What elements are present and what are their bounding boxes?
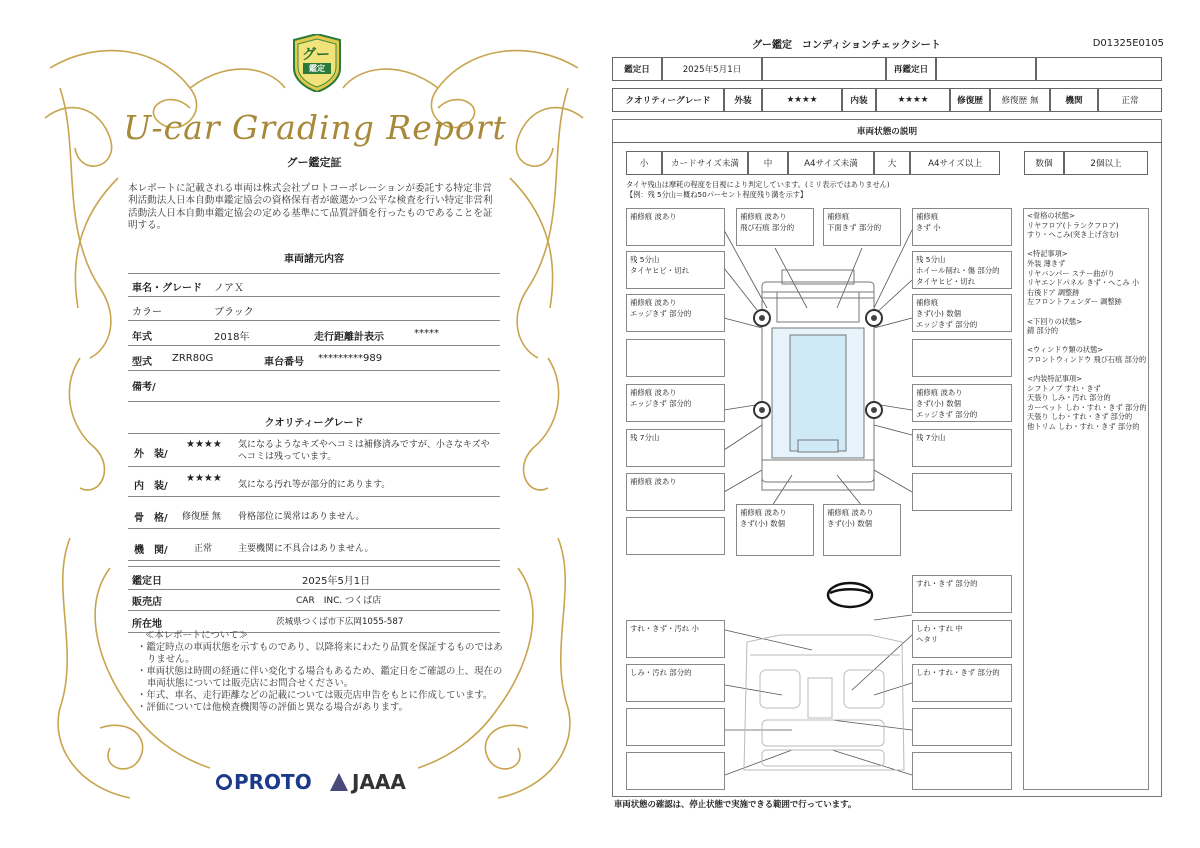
- interior-box-steering: すれ・きず 部分的: [912, 575, 1012, 613]
- remarks-label: 備考/: [132, 382, 156, 393]
- damage-box-front-left-top: 補修痕 波あり: [626, 208, 725, 246]
- grade-label: クオリティーグレード: [612, 88, 724, 112]
- damage-box-rear-left-bottom: 補修痕 波あり: [626, 473, 725, 511]
- year-value: 2018年: [214, 332, 250, 343]
- damage-box-blank-left-2: [626, 517, 725, 555]
- interior-stars: ★★★★: [186, 473, 222, 484]
- date-value: 2025年5月1日: [302, 576, 371, 587]
- count-desc: 2個以上: [1064, 151, 1148, 175]
- tire-note-1: タイヤ残山は摩耗の程度を目視により判定しています。(ミリ表示ではありません): [626, 180, 890, 189]
- ext-stars: ★★★★: [762, 88, 842, 112]
- jaaa-mark-icon: [330, 773, 348, 791]
- interior-box-right-1: しわ・すれ 中 ヘタリ: [912, 620, 1012, 658]
- int-stars: ★★★★: [876, 88, 950, 112]
- interior-box-left-4: [626, 752, 725, 790]
- exterior-text: 気になるようなキズやヘコミは補修済みですが、小さなキズやヘコミは残っています。: [238, 440, 490, 462]
- mileage-value: *****: [414, 328, 439, 339]
- jaaa-logo: JAAA: [330, 770, 406, 794]
- certificate-body: 本レポートに記載される車両は株式会社プロトコーポレーションが委託する特定非営利活動法人日本自動車鑑定協会の資格保有者が厳選かつ公平な検査を行い特定非営利活動法人日本自動車鑑定協会の定める基準にて品質評価を行ったものであることを証明する。: [128, 183, 493, 232]
- spec-row-year: [128, 323, 500, 346]
- damage-box-rear-left: 補修痕 波あり きず(小) 数個: [736, 504, 814, 556]
- tire-box-front-right: 残 5分山 ホイール削れ・傷 部分的 タイヤヒビ・切れ: [912, 251, 1012, 289]
- damage-box-front-right: 補修痕 下面きず 部分的: [823, 208, 901, 246]
- color-value: ブラック: [214, 307, 254, 318]
- interior-box-left-3: [626, 708, 725, 746]
- script-title: U-car Grading Report: [123, 108, 507, 147]
- name-label: 車名・グレード: [132, 283, 202, 294]
- damage-box-door-front-left: 補修痕 波あり エッジきず 部分的: [626, 294, 725, 332]
- spec-row-model: [128, 348, 500, 371]
- tire-box-front-left: 残 5分山 タイヤヒビ・切れ: [626, 251, 725, 289]
- size-mid: 中: [748, 151, 788, 175]
- tire-note-2: 【例：残 5分山＝概ね50パーセント程度残り溝を示す】: [626, 190, 808, 199]
- interior-box-right-3: [912, 708, 1012, 746]
- spec-row-remarks: [128, 373, 500, 402]
- damage-box-door-rear-right: 補修痕 波あり きず(小) 数個 エッジきず 部分的: [912, 384, 1012, 422]
- repair-label: 修復歴: [950, 88, 990, 112]
- note-item: ・車両状態は時間の経過に伴い変化する場合もあるため、鑑定日をご確認の上、現在の車両状態については販売店にお問合せください。: [137, 666, 503, 689]
- damage-box-blank-right: [912, 339, 1012, 377]
- engine-label: 機 関/: [134, 545, 168, 556]
- chassis-label: 車台番号: [264, 357, 304, 368]
- tire-box-rear-left: 残 7分山: [626, 429, 725, 467]
- sheet-code: D01325E0105: [1092, 38, 1164, 49]
- size-small-desc: カードサイズ未満: [662, 151, 748, 175]
- logo-text: グー: [302, 47, 330, 63]
- exterior-label: 外 装/: [134, 449, 168, 460]
- mileage-label: 走行距離計表示: [314, 332, 384, 343]
- name-value: ノアＸ: [214, 283, 244, 294]
- state-heading: 車両状態の説明: [612, 119, 1162, 143]
- int-label: 内装: [842, 88, 876, 112]
- repair-value: 修復歴 無: [990, 88, 1050, 112]
- note-item: ・評価については他検査機関等の評価と異なる場合があります。: [137, 702, 408, 713]
- grading-certificate: [40, 28, 588, 828]
- engine-label: 機関: [1050, 88, 1098, 112]
- spec-row-name: [128, 273, 500, 297]
- dealer-value: CAR INC. つくば店: [296, 596, 382, 606]
- size-small: 小: [626, 151, 662, 175]
- notes-heading: ≪本レポートについて≫: [145, 630, 248, 641]
- size-mid-desc: A4サイズ未満: [788, 151, 874, 175]
- redate-label: 再鑑定日: [886, 57, 936, 81]
- damage-box-front-right-top: 補修痕 きず 小: [912, 208, 1012, 246]
- chassis-value: *********989: [318, 353, 383, 364]
- model-label: 型式: [132, 357, 152, 368]
- interior-box-left-2: しみ・汚れ 部分的: [626, 664, 725, 702]
- sheet-footer: 車両状態の確認は、停止状態で実施できる範囲で行っています。: [614, 799, 857, 809]
- spec-row-color: [128, 298, 500, 321]
- engine-value: 正常: [194, 544, 213, 554]
- grade-row-exterior: [128, 433, 500, 467]
- year-label: 年式: [132, 332, 152, 343]
- interior-label: 内 装/: [134, 481, 168, 492]
- note-item: ・鑑定時点の車両状態を示すものであり、以降将来にわたり品質を保証するものではありません。: [137, 642, 503, 665]
- count-label: 数個: [1024, 151, 1064, 175]
- certificate-title: グー鑑定証: [286, 156, 342, 169]
- tire-box-rear-right: 残 7分山: [912, 429, 1012, 467]
- grade-row-frame: [128, 500, 500, 529]
- size-large: 大: [874, 151, 910, 175]
- damage-box-blank-left: [626, 339, 725, 377]
- interior-box-right-2: しわ・すれ・きず 部分的: [912, 664, 1012, 702]
- spec-heading: 車両諸元内容: [284, 254, 344, 265]
- note-item: ・年式、車名、走行距離などの記載については販売店申告をもとに作成しています。: [137, 690, 493, 701]
- damage-box-door-front-right: 補修痕 きず(小) 数個 エッジきず 部分的: [912, 294, 1012, 332]
- grade-row-interior: [128, 468, 500, 497]
- size-large-desc: A4サイズ以上: [910, 151, 1000, 175]
- ext-label: 外装: [724, 88, 762, 112]
- interior-box-left-1: すれ・きず・汚れ 小: [626, 620, 725, 658]
- address-value: 茨城県つくば市下広岡1055-587: [276, 617, 404, 627]
- info-row-dealer: [128, 588, 500, 611]
- color-label: カラー: [132, 307, 162, 318]
- exterior-stars: ★★★★: [186, 439, 222, 450]
- address-label: 所在地: [132, 619, 162, 630]
- interior-box-right-4: [912, 752, 1012, 790]
- condition-check-sheet: [612, 30, 1164, 809]
- frame-value: 修復歴 無: [182, 512, 221, 522]
- frame-label: 骨 格/: [134, 513, 168, 524]
- model-value: ZRR80G: [172, 353, 214, 364]
- proto-logo: PROTO: [216, 770, 312, 794]
- frame-text: 骨格部位に異常はありません。: [238, 512, 365, 522]
- damage-box-door-rear-left: 補修痕 波あり エッジきず 部分的: [626, 384, 725, 422]
- engine-text: 主要機関に不具合はありません。: [238, 544, 374, 554]
- engine-value: 正常: [1098, 88, 1162, 112]
- interior-text: 気になる汚れ等が部分的にあります。: [238, 480, 391, 490]
- date-label: 鑑定日: [612, 57, 662, 81]
- report-notes: [133, 630, 503, 714]
- date-value: 2025年5月1日: [662, 57, 762, 81]
- logo-sub: 鑑定: [303, 63, 331, 74]
- goo-kantei-logo: [290, 34, 344, 92]
- special-notes: <骨格の状態> リヤフロア(トランクフロア) すり・へこみ(突き上げ含む) <特記事項> 外装 薄きず リヤバンパー ステー曲がり リヤエンドパネル きず・へこみ 小 右後ドア 調整跡 左フロントフェンダー 調整跡 <下回りの状態> 錆 部分的 <ウィンドウ類の状態> フロントウィンドウ 飛び石痕 部分的 <内装特記事項> シフトノブ すれ・きず 天張り しみ・汚れ 部分的 カーペット しわ・すれ・きず 部分的 天張り しわ・すれ・きず 部分的 他トリム しわ・すれ・きず 部分的: [1023, 208, 1149, 790]
- grade-row-engine: [128, 532, 500, 561]
- damage-box-rear-right-bottom: [912, 473, 1012, 511]
- damage-box-front-left: 補修痕 波あり 飛び石痕 部分的: [736, 208, 814, 246]
- info-row-date: [128, 566, 500, 590]
- proto-mark-icon: [216, 774, 232, 790]
- sheet-title: グー鑑定 コンディションチェックシート: [752, 40, 941, 51]
- grade-heading: クオリティーグレード: [264, 418, 364, 429]
- damage-box-rear-right: 補修痕 波あり きず(小) 数個: [823, 504, 901, 556]
- dealer-label: 販売店: [132, 597, 162, 608]
- date-label: 鑑定日: [132, 576, 162, 587]
